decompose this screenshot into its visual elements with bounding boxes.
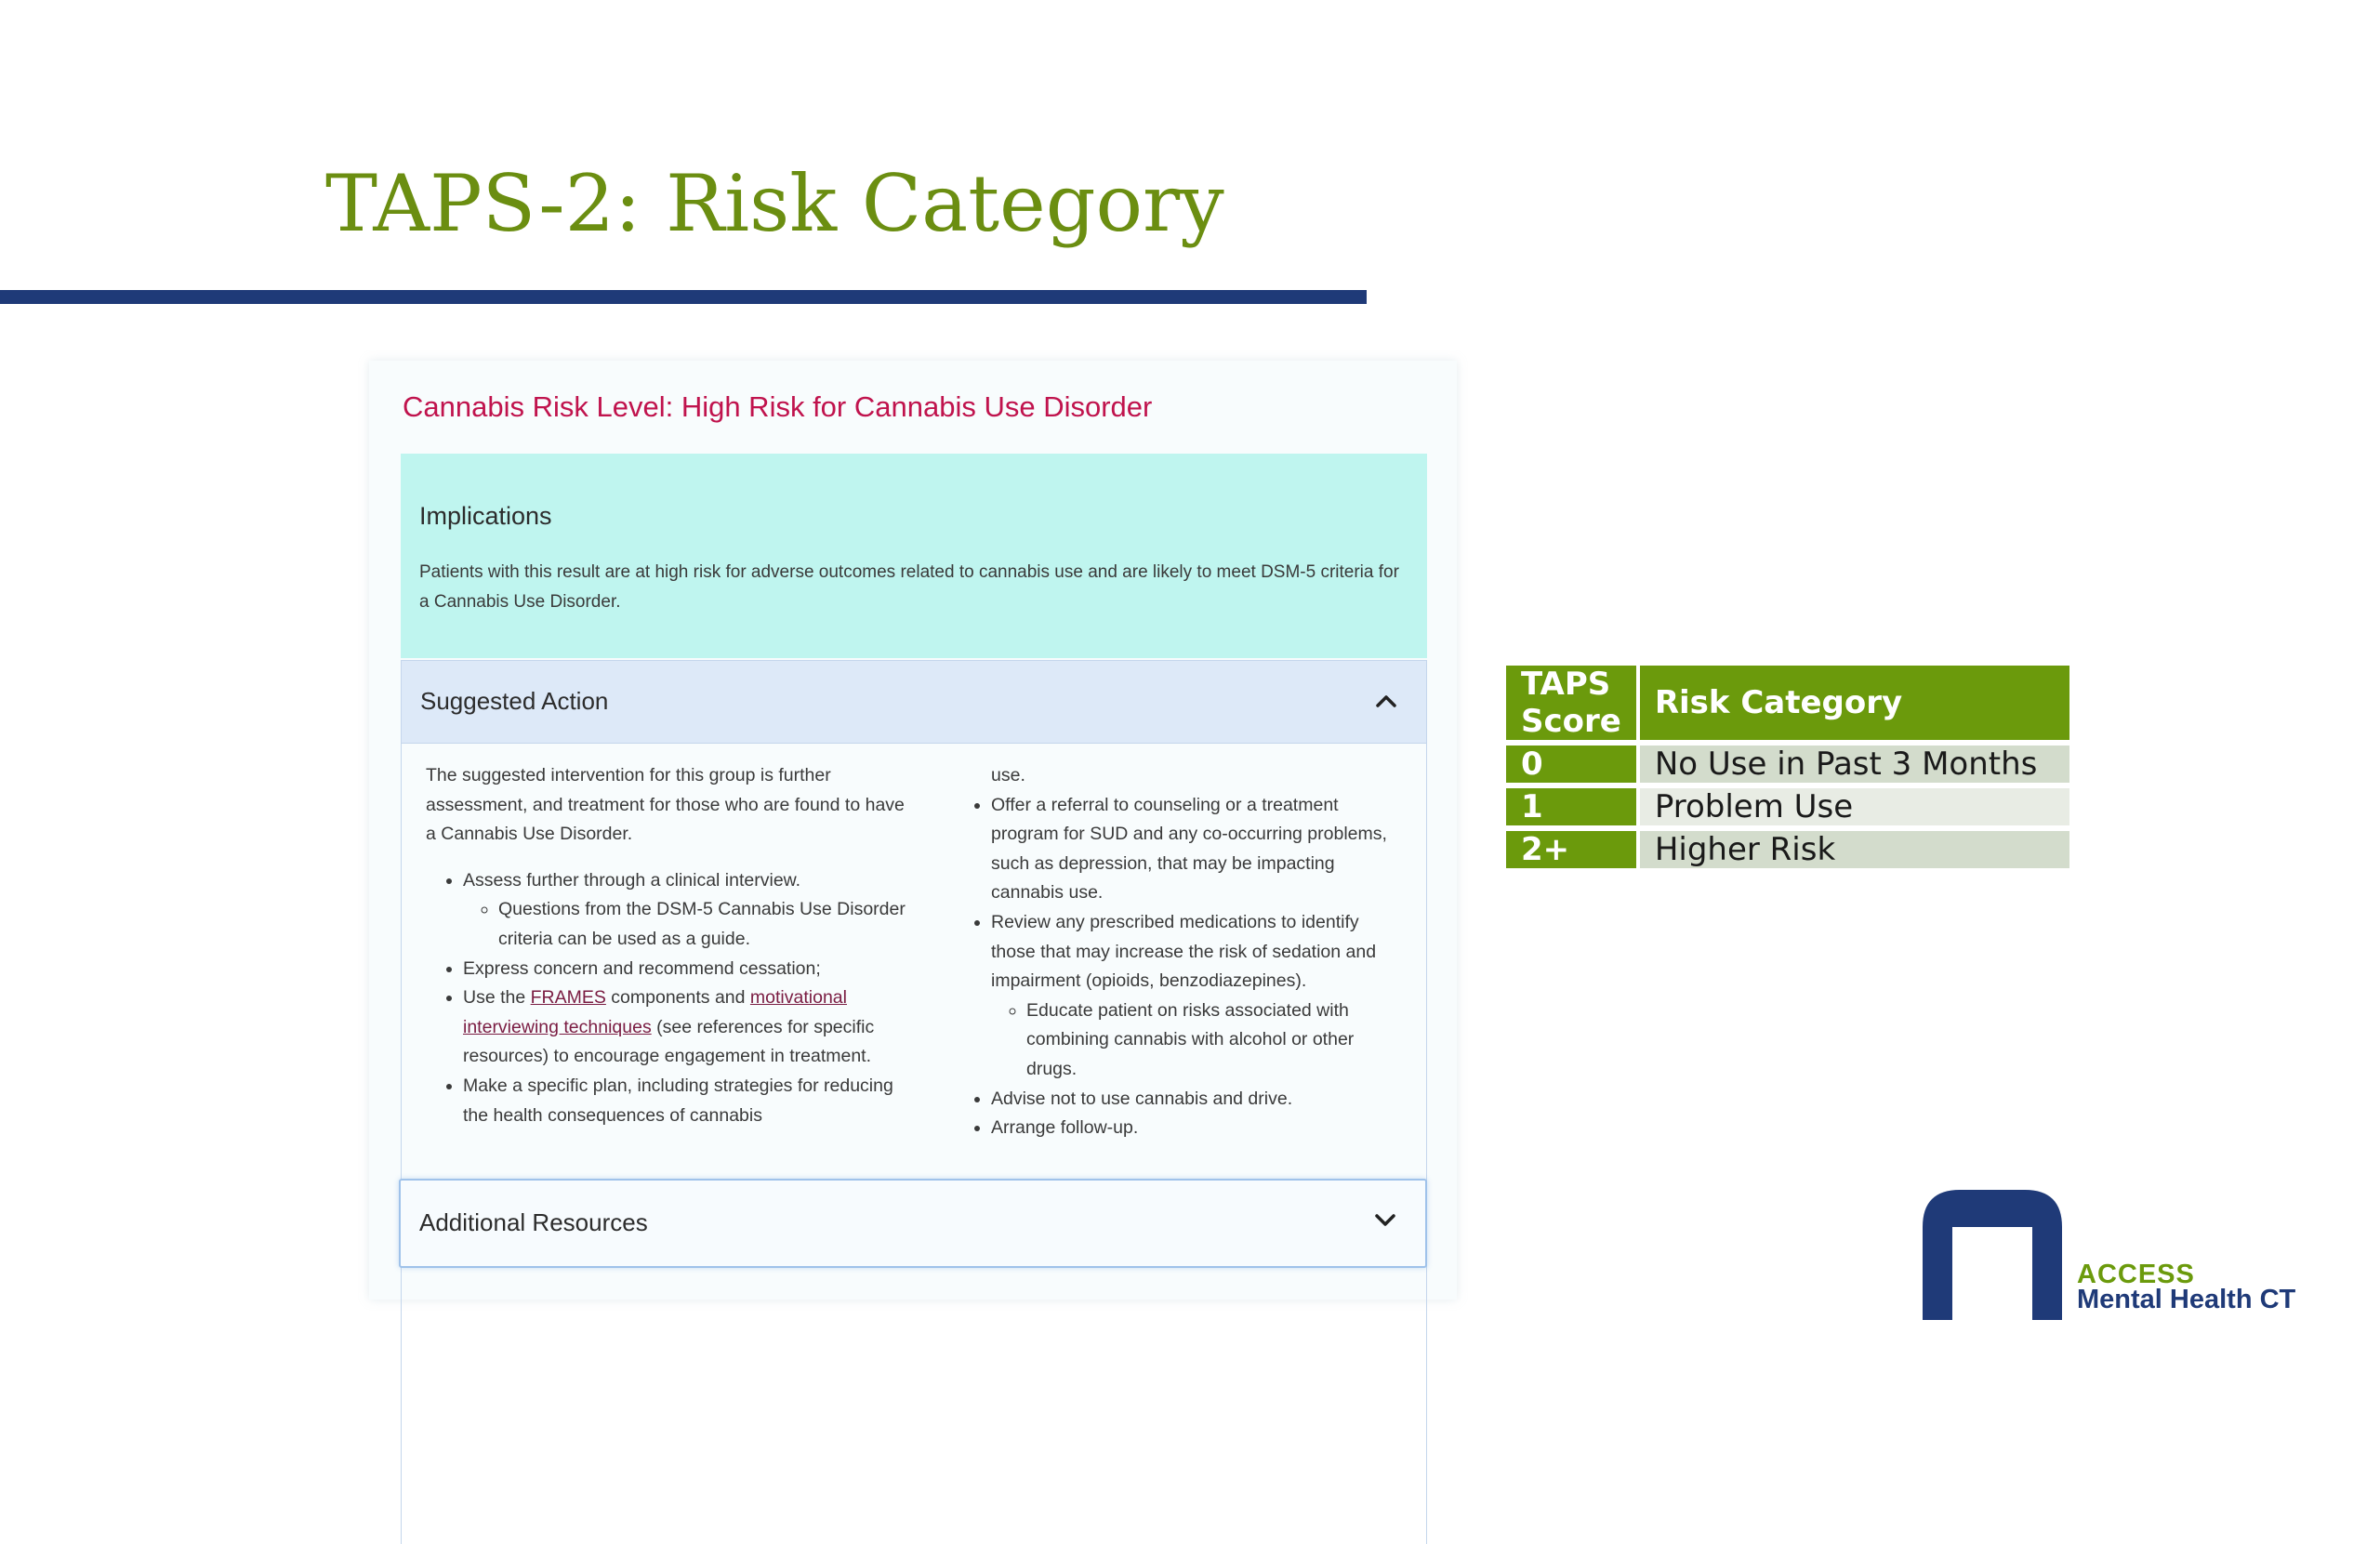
- header-taps-score: TAPS Score: [1506, 666, 1640, 746]
- slide-title: TAPS-2: Risk Category: [325, 158, 1224, 249]
- risk-level-heading: Cannabis Risk Level: High Risk for Cannabis Use Disorder: [403, 390, 1153, 423]
- list-item: [463, 983, 909, 1072]
- score-cell: 0: [1506, 746, 1640, 788]
- score-cell: 1: [1506, 788, 1640, 831]
- list-item: • Arrange follow-up.: [991, 1114, 1391, 1143]
- motivational-interviewing-link[interactable]: motivational interviewing techniques: [463, 987, 847, 1037]
- suggested-action-title: Suggested Action: [420, 687, 609, 715]
- category-cell: Higher Risk: [1640, 831, 2069, 874]
- suggested-action-body: [401, 743, 1427, 1544]
- chevron-down-icon[interactable]: [1373, 1208, 1397, 1233]
- score-cell: 2+: [1506, 831, 1640, 874]
- list-item: • Make a specific plan, including strategies for reducing the health consequences of cannabis: [463, 1072, 909, 1130]
- list-item: • Advise not to use cannabis and drive.: [991, 1085, 1391, 1115]
- implications-text: Patients with this result are at high risk for adverse outcomes related to cannabis use and are likely to meet DSM-5 criteria for a Cannabis Use Disorder.: [419, 562, 1399, 612]
- list-item-text: Review any prescribed medications to identify those that may increase the risk of sedation and impairment (opioids, benzodiazepines).: [991, 911, 1377, 992]
- list-continuation: use.: [991, 765, 1025, 785]
- title-divider: [0, 290, 1367, 304]
- table-header-row: [1506, 666, 2069, 746]
- header-risk-category: Risk Category: [1640, 666, 2069, 746]
- list-item-text: components and: [605, 987, 750, 1009]
- logo-text-mental-health: Mental Health CT: [2077, 1285, 2296, 1314]
- suggested-action-header[interactable]: [401, 660, 1427, 744]
- list-item-text: Use the: [463, 987, 531, 1009]
- logo-text-access: ACCESS: [2077, 1260, 2195, 1289]
- category-cell: Problem Use: [1640, 788, 2069, 831]
- action-list: [426, 866, 909, 1130]
- implications-title: Implications: [419, 502, 552, 530]
- chevron-up-icon[interactable]: [1374, 689, 1398, 713]
- taps-risk-table: [1506, 666, 2069, 874]
- list-item-text: Assess further through a clinical interview.: [463, 869, 801, 891]
- suggested-action-right-column: [954, 761, 1391, 1143]
- action-list-continued: [954, 791, 1391, 1143]
- list-item: • Offer a referral to counseling or a treatment program for SUD and any co-occurring problems, such as depression, that may be impacting cannabis use.: [991, 791, 1391, 908]
- list-item: • Express concern and recommend cessation;: [463, 955, 909, 984]
- list-item-text: (see references for specific resources) to encourage engagement in treatment.: [463, 1016, 875, 1067]
- list-item: [463, 866, 909, 955]
- table-row: [1506, 831, 2069, 874]
- additional-resources-title: Additional Resources: [419, 1208, 648, 1236]
- intro-text: The suggested intervention for this group is further assessment, and treatment for those who are found to have a Cannabis Use Disorder.: [426, 765, 905, 845]
- list-subitem: ◦ Educate patient on risks associated with combining cannabis with alcohol or other drugs.: [1026, 996, 1391, 1085]
- list-subitem: ◦ Questions from the DSM-5 Cannabis Use Disorder criteria can be used as a guide.: [498, 895, 909, 954]
- additional-resources-header[interactable]: [399, 1179, 1427, 1268]
- category-cell: No Use in Past 3 Months: [1640, 746, 2069, 788]
- frames-link[interactable]: FRAMES: [530, 987, 606, 1009]
- table-row: [1506, 746, 2069, 788]
- screenshot-panel: [369, 361, 1457, 1300]
- implications-box: [401, 454, 1427, 658]
- table-row: [1506, 788, 2069, 831]
- list-item: [991, 908, 1391, 1085]
- suggested-action-left-column: [426, 761, 909, 1130]
